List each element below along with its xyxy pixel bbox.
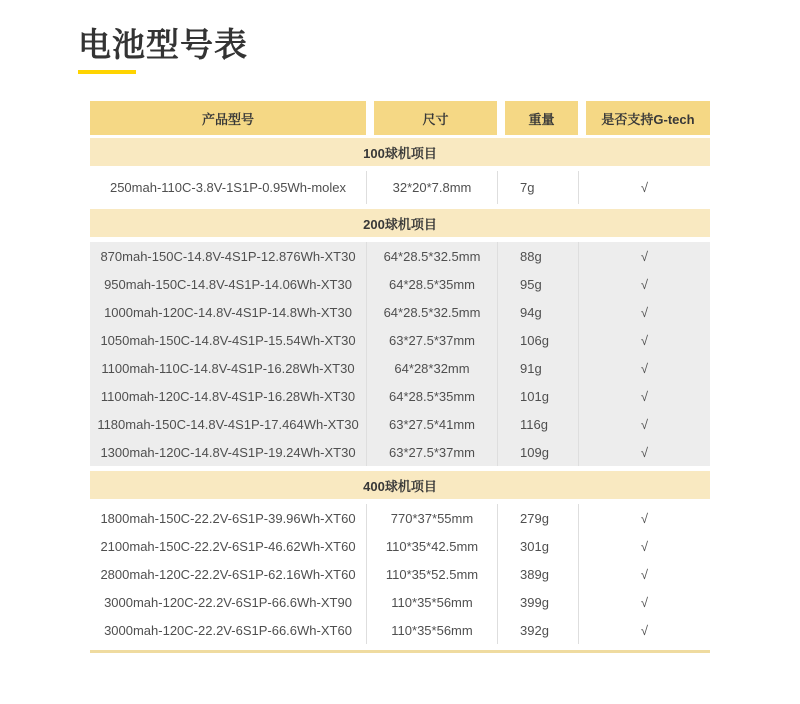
cell-model: 1100mah-120C-14.8V-4S1P-16.28Wh-XT30 [100,388,356,404]
section-body [90,240,710,468]
cell-weight: 109g [497,438,578,466]
cell-gtech-checkmark: √ [578,326,710,354]
table-row [90,532,710,560]
cell-model: 2100mah-150C-22.2V-6S1P-46.62Wh-XT60 [100,538,356,554]
cell-model: 1300mah-120C-14.8V-4S1P-19.24Wh-XT30 [100,444,356,460]
cell-model: 870mah-150C-14.8V-4S1P-12.876Wh-XT30 [100,248,356,264]
cell-weight: 399g [497,588,578,616]
cell-weight: 389g [497,560,578,588]
section-header: 100球机项目 [90,138,710,166]
cell-size: 110*35*52.5mm [366,560,497,588]
table-row [90,298,710,326]
cell-gtech-checkmark: √ [578,560,710,588]
cell-size: 64*28.5*35mm [366,382,497,410]
table-row [90,410,710,438]
cell-size: 110*35*56mm [366,588,497,616]
table-row [90,438,710,466]
column-header-2: 重量 [497,101,578,135]
column-header-1: 尺寸 [366,101,497,135]
cell-model: 1050mah-150C-14.8V-4S1P-15.54Wh-XT30 [100,332,356,348]
table-row [90,616,710,644]
cell-model: 1180mah-150C-14.8V-4S1P-17.464Wh-XT30 [97,416,359,432]
cell-gtech-checkmark: √ [578,616,710,644]
cell-weight: 392g [497,616,578,644]
cell-gtech-checkmark: √ [578,532,710,560]
column-header-3: 是否支持G-tech [578,101,710,135]
cell-size: 64*28.5*32.5mm [366,242,497,270]
cell-weight: 7g [497,171,578,204]
section-body [90,502,710,653]
cell-gtech-checkmark: √ [578,242,710,270]
cell-weight: 95g [497,270,578,298]
battery-spec-table [90,101,710,653]
cell-weight: 91g [497,354,578,382]
table-row [90,504,710,532]
table-row [90,560,710,588]
table-sections [90,138,710,653]
cell-size: 110*35*56mm [366,616,497,644]
table-row [90,171,710,204]
table-row [90,326,710,354]
cell-gtech-checkmark: √ [578,410,710,438]
cell-gtech-checkmark: √ [578,270,710,298]
table-header-row [90,101,710,135]
cell-size: 63*27.5*37mm [366,326,497,354]
cell-model: 2800mah-120C-22.2V-6S1P-62.16Wh-XT60 [100,566,356,582]
cell-size: 110*35*42.5mm [366,532,497,560]
cell-weight: 94g [497,298,578,326]
section-header: 200球机项目 [90,209,710,237]
cell-size: 63*27.5*37mm [366,438,497,466]
cell-size: 64*28.5*32.5mm [366,298,497,326]
section-header: 400球机项目 [90,471,710,499]
section-body [90,169,710,206]
cell-gtech-checkmark: √ [578,298,710,326]
cell-model: 1100mah-110C-14.8V-4S1P-16.28Wh-XT30 [101,360,355,376]
cell-size: 63*27.5*41mm [366,410,497,438]
table-row [90,270,710,298]
table-row [90,382,710,410]
cell-weight: 279g [497,504,578,532]
cell-size: 770*37*55mm [366,504,497,532]
cell-model: 950mah-150C-14.8V-4S1P-14.06Wh-XT30 [104,276,352,292]
cell-model: 250mah-110C-3.8V-1S1P-0.95Wh-molex [109,180,347,196]
cell-model: 1800mah-150C-22.2V-6S1P-39.96Wh-XT60 [100,510,356,526]
cell-weight: 88g [497,242,578,270]
cell-gtech-checkmark: √ [578,354,710,382]
cell-model: 3000mah-120C-22.2V-6S1P-66.6Wh-XT60 [104,622,352,638]
title-underline [78,70,136,74]
table-row [90,242,710,270]
table-row [90,354,710,382]
cell-size: 64*28.5*35mm [366,270,497,298]
cell-weight: 301g [497,532,578,560]
page-title: 电池型号表 [78,26,248,63]
cell-weight: 101g [497,382,578,410]
cell-weight: 106g [497,326,578,354]
column-header-0: 产品型号 [90,101,366,135]
cell-gtech-checkmark: √ [578,382,710,410]
cell-gtech-checkmark: √ [578,171,710,204]
cell-weight: 116g [497,410,578,438]
cell-size: 64*28*32mm [366,354,497,382]
table-row [90,588,710,616]
cell-gtech-checkmark: √ [578,588,710,616]
cell-model: 3000mah-120C-22.2V-6S1P-66.6Wh-XT90 [104,594,352,610]
cell-size: 32*20*7.8mm [366,171,497,204]
cell-gtech-checkmark: √ [578,504,710,532]
cell-gtech-checkmark: √ [578,438,710,466]
cell-model: 1000mah-120C-14.8V-4S1P-14.8Wh-XT30 [104,304,352,320]
